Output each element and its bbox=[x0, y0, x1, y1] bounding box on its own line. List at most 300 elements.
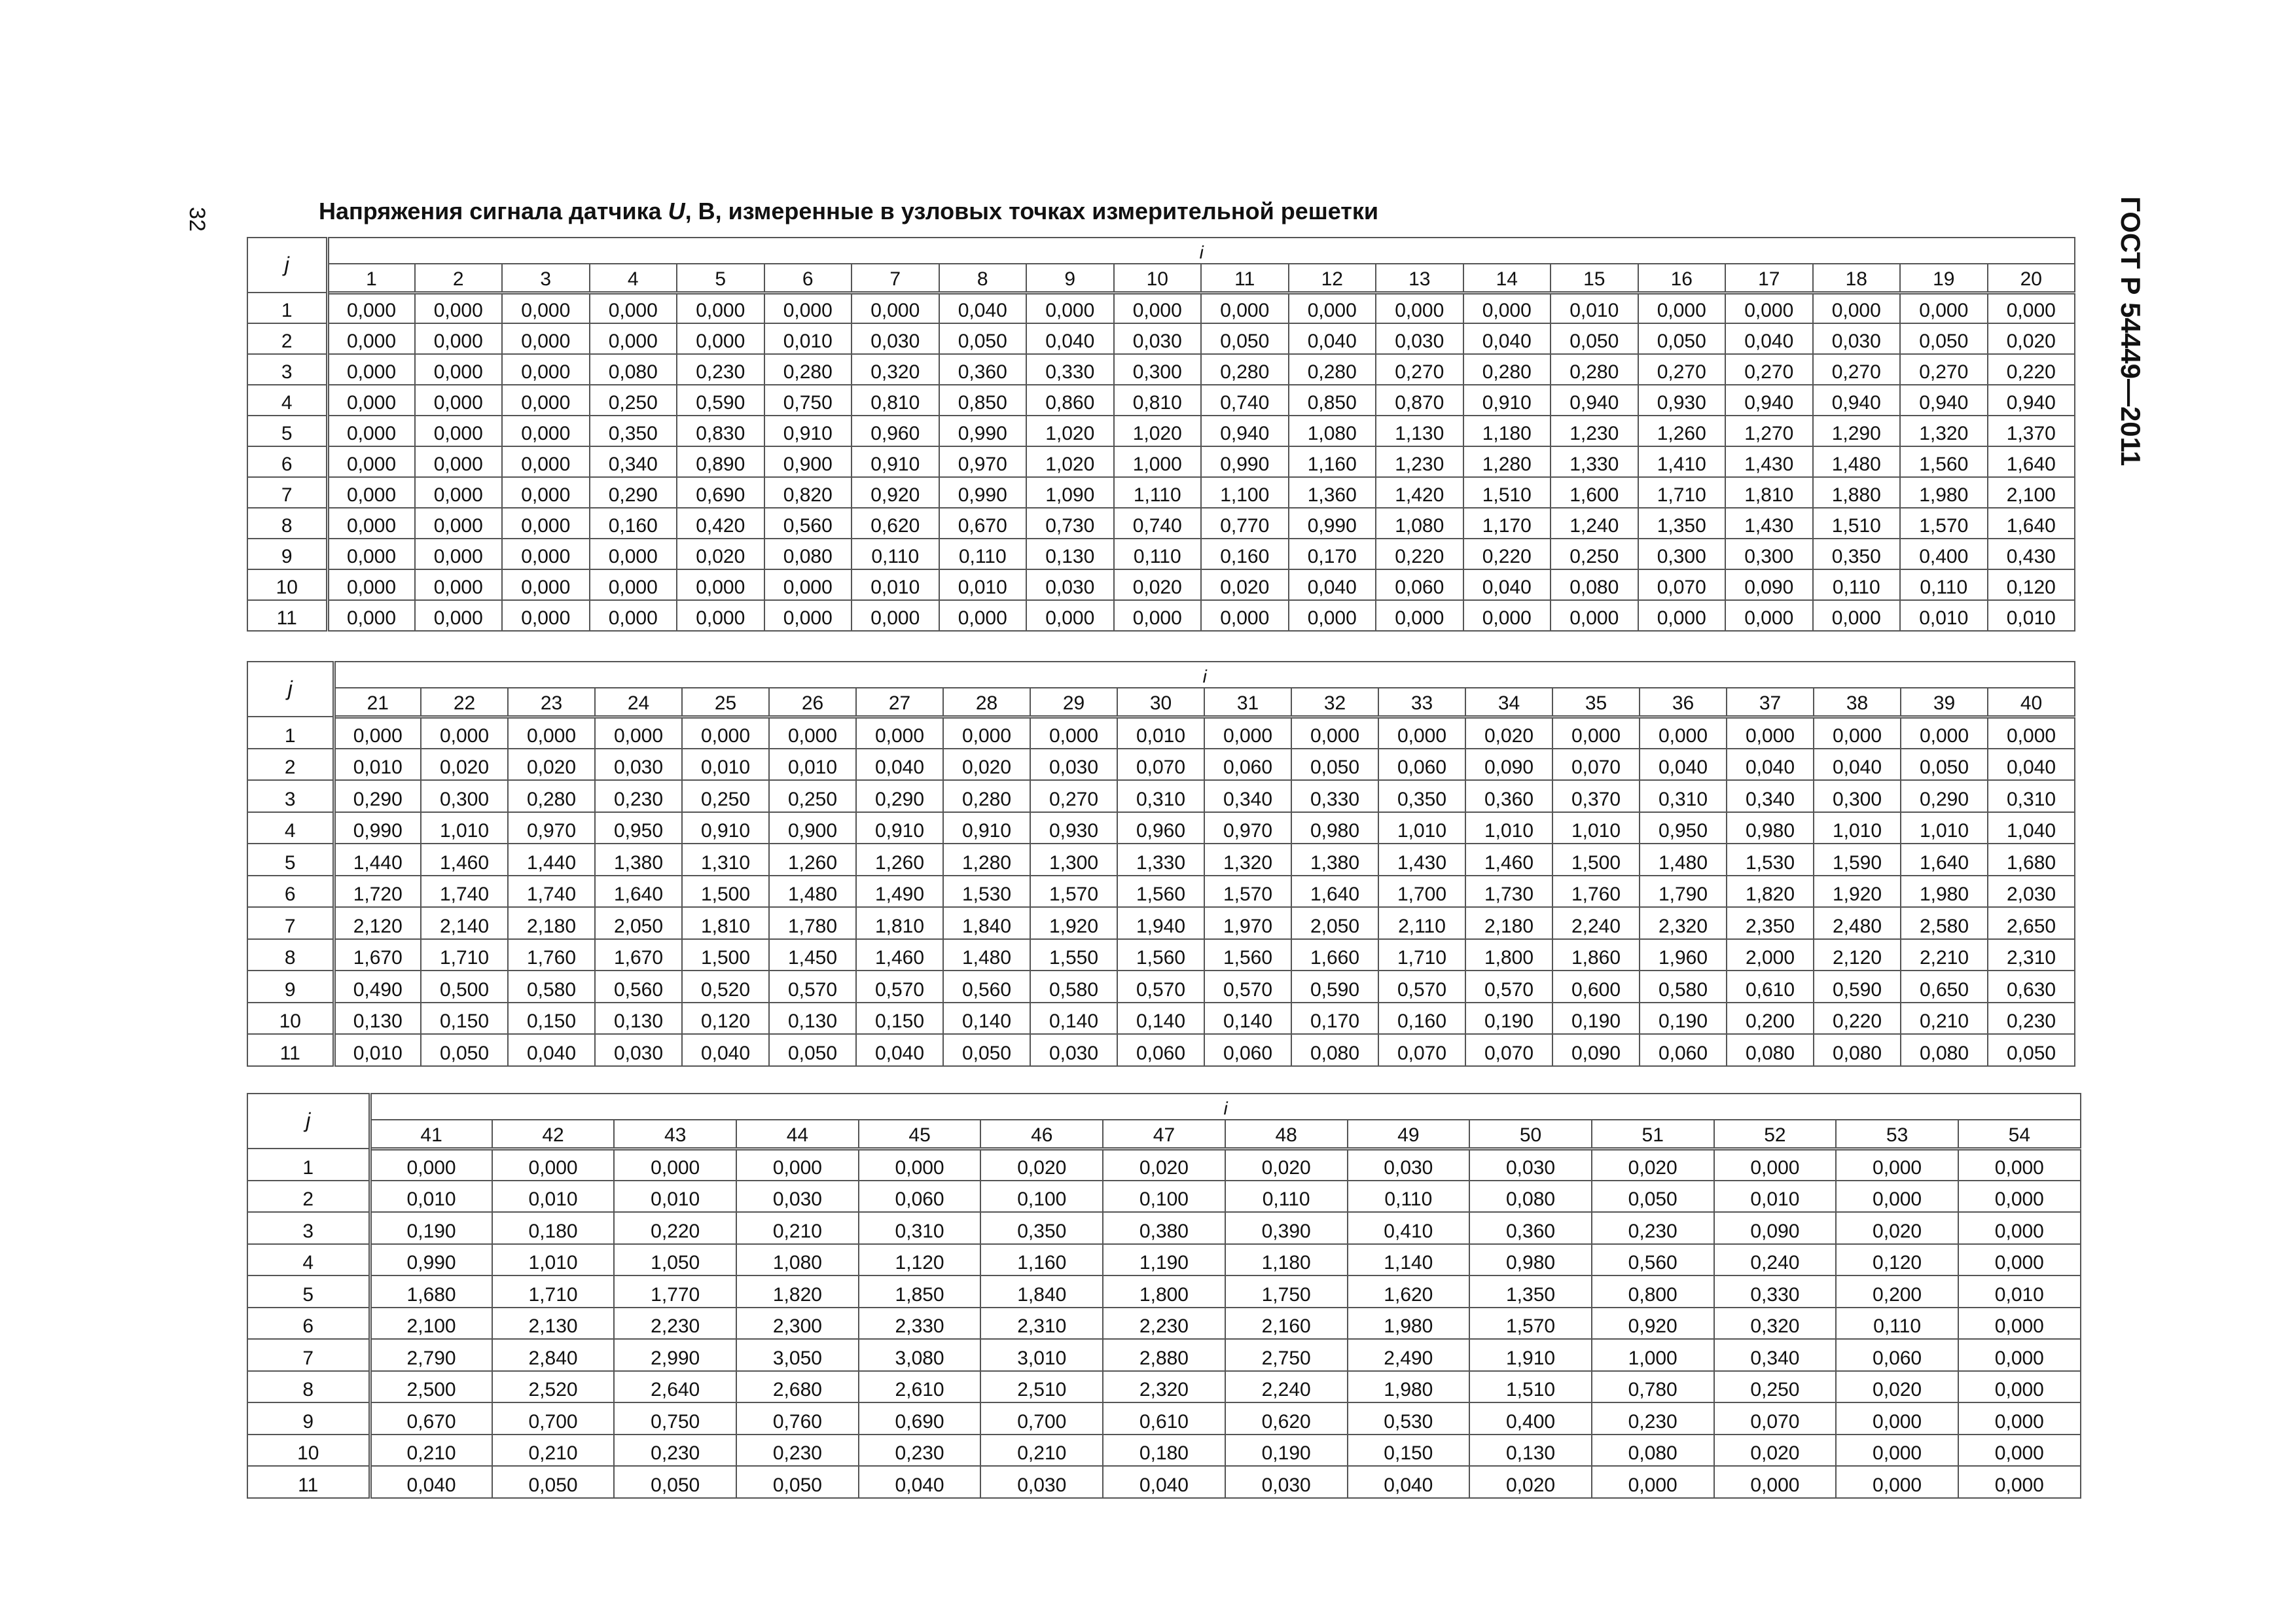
voltage-value: 0,230 bbox=[736, 1435, 859, 1467]
table-row bbox=[247, 717, 2075, 749]
voltage-value: 0,190 bbox=[370, 1212, 492, 1244]
voltage-value: 0,000 bbox=[1813, 600, 1901, 631]
voltage-value: 0,730 bbox=[1026, 508, 1114, 539]
voltage-value: 0,000 bbox=[590, 569, 677, 600]
row-number: 7 bbox=[247, 907, 334, 939]
table-row bbox=[247, 876, 2075, 908]
table-row bbox=[247, 939, 2075, 971]
voltage-value: 0,010 bbox=[614, 1181, 736, 1213]
voltage-value: 1,320 bbox=[1204, 844, 1291, 876]
voltage-value: 1,500 bbox=[1552, 844, 1640, 876]
voltage-value: 1,600 bbox=[1551, 477, 1638, 508]
table-row bbox=[247, 569, 2075, 600]
voltage-value: 0,040 bbox=[939, 293, 1027, 323]
voltage-value: 0,000 bbox=[764, 569, 852, 600]
voltage-value: 0,170 bbox=[1291, 1003, 1378, 1035]
voltage-value: 0,990 bbox=[1289, 508, 1376, 539]
voltage-value: 0,000 bbox=[590, 323, 677, 354]
voltage-value: 0,940 bbox=[1900, 385, 1988, 416]
voltage-value: 1,330 bbox=[1117, 844, 1204, 876]
voltage-value: 0,000 bbox=[677, 600, 764, 631]
voltage-value: 0,360 bbox=[939, 354, 1027, 385]
voltage-value: 0,050 bbox=[769, 1034, 856, 1066]
voltage-value: 1,010 bbox=[1378, 812, 1465, 844]
voltage-value: 1,590 bbox=[1814, 844, 1901, 876]
column-number: 3 bbox=[502, 264, 590, 293]
voltage-value: 2,330 bbox=[859, 1308, 981, 1340]
voltage-value: 0,000 bbox=[1958, 1339, 2081, 1371]
voltage-value: 1,750 bbox=[1225, 1275, 1348, 1308]
voltage-value: 0,000 bbox=[1900, 293, 1988, 323]
voltage-value: 1,010 bbox=[1552, 812, 1640, 844]
voltage-value: 0,040 bbox=[1640, 749, 1727, 781]
voltage-value: 0,050 bbox=[939, 323, 1027, 354]
row-number: 6 bbox=[247, 446, 327, 477]
voltage-value: 0,220 bbox=[614, 1212, 736, 1244]
column-number: 26 bbox=[769, 688, 856, 717]
column-number: 15 bbox=[1551, 264, 1638, 293]
voltage-value: 0,110 bbox=[1114, 539, 1202, 569]
voltage-value: 0,020 bbox=[1465, 717, 1552, 749]
table-row bbox=[247, 1308, 2081, 1340]
row-number: 10 bbox=[247, 569, 327, 600]
voltage-value: 0,230 bbox=[677, 354, 764, 385]
voltage-value: 0,020 bbox=[677, 539, 764, 569]
voltage-value: 1,680 bbox=[370, 1275, 492, 1308]
voltage-value: 0,230 bbox=[1592, 1212, 1714, 1244]
voltage-value: 1,300 bbox=[1030, 844, 1117, 876]
voltage-value: 3,080 bbox=[859, 1339, 981, 1371]
voltage-value: 0,030 bbox=[1030, 1034, 1117, 1066]
voltage-value: 0,020 bbox=[980, 1149, 1103, 1181]
voltage-value: 2,110 bbox=[1378, 907, 1465, 939]
voltage-value: 0,010 bbox=[1714, 1181, 1837, 1213]
voltage-value: 0,970 bbox=[1204, 812, 1291, 844]
voltage-value: 3,010 bbox=[980, 1339, 1103, 1371]
column-number: 42 bbox=[492, 1120, 615, 1149]
voltage-value: 0,230 bbox=[859, 1435, 981, 1467]
voltage-value: 0,000 bbox=[502, 323, 590, 354]
column-number: 35 bbox=[1552, 688, 1640, 717]
voltage-value: 0,270 bbox=[1030, 780, 1117, 812]
voltage-value: 0,000 bbox=[327, 385, 415, 416]
voltage-value: 1,440 bbox=[508, 844, 595, 876]
column-number: 51 bbox=[1592, 1120, 1714, 1149]
voltage-value: 1,120 bbox=[859, 1244, 981, 1276]
voltage-value: 0,000 bbox=[327, 293, 415, 323]
voltage-value: 0,040 bbox=[1289, 323, 1376, 354]
voltage-value: 0,290 bbox=[334, 780, 421, 812]
table-row bbox=[247, 477, 2075, 508]
voltage-value: 2,310 bbox=[1988, 939, 2075, 971]
voltage-value: 0,000 bbox=[856, 717, 943, 749]
voltage-value: 0,010 bbox=[1551, 293, 1638, 323]
row-number: 9 bbox=[247, 971, 334, 1003]
voltage-value: 1,980 bbox=[1901, 876, 1988, 908]
voltage-value: 0,010 bbox=[682, 749, 769, 781]
voltage-value: 0,010 bbox=[492, 1181, 615, 1213]
row-number: 5 bbox=[247, 416, 327, 446]
column-number: 28 bbox=[943, 688, 1030, 717]
voltage-value: 0,230 bbox=[1988, 1003, 2075, 1035]
voltage-value: 0,350 bbox=[980, 1212, 1103, 1244]
voltage-value: 1,170 bbox=[1463, 508, 1551, 539]
voltage-value: 0,000 bbox=[677, 323, 764, 354]
voltage-value: 1,260 bbox=[1638, 416, 1726, 446]
voltage-value: 0,370 bbox=[1552, 780, 1640, 812]
voltage-value: 0,110 bbox=[1225, 1181, 1348, 1213]
voltage-value: 0,290 bbox=[1901, 780, 1988, 812]
voltage-value: 0,030 bbox=[980, 1466, 1103, 1498]
voltage-value: 0,500 bbox=[421, 971, 508, 1003]
voltage-value: 0,000 bbox=[1030, 717, 1117, 749]
voltage-value: 2,230 bbox=[614, 1308, 736, 1340]
voltage-value: 0,000 bbox=[421, 717, 508, 749]
voltage-value: 0,810 bbox=[1114, 385, 1202, 416]
voltage-value: 1,280 bbox=[1463, 446, 1551, 477]
voltage-value: 0,000 bbox=[502, 293, 590, 323]
voltage-value: 1,380 bbox=[1291, 844, 1378, 876]
voltage-value: 0,200 bbox=[1727, 1003, 1814, 1035]
voltage-value: 0,030 bbox=[595, 1034, 682, 1066]
voltage-value: 0,400 bbox=[1900, 539, 1988, 569]
voltage-value: 1,320 bbox=[1900, 416, 1988, 446]
voltage-value: 0,000 bbox=[1958, 1466, 2081, 1498]
voltage-value: 0,160 bbox=[1201, 539, 1289, 569]
voltage-value: 0,020 bbox=[1201, 569, 1289, 600]
voltage-value: 0,000 bbox=[1958, 1244, 2081, 1276]
voltage-value: 0,000 bbox=[502, 569, 590, 600]
voltage-value: 1,760 bbox=[1552, 876, 1640, 908]
voltage-value: 1,270 bbox=[1725, 416, 1813, 446]
voltage-value: 0,120 bbox=[1836, 1244, 1958, 1276]
voltage-value: 0,010 bbox=[1117, 717, 1204, 749]
voltage-value: 0,000 bbox=[415, 416, 503, 446]
voltage-value: 0,000 bbox=[677, 293, 764, 323]
voltage-value: 0,280 bbox=[943, 780, 1030, 812]
voltage-value: 0,110 bbox=[852, 539, 939, 569]
table-row bbox=[247, 1435, 2081, 1467]
voltage-value: 0,000 bbox=[1836, 1181, 1958, 1213]
voltage-value: 2,210 bbox=[1901, 939, 1988, 971]
column-number: 9 bbox=[1026, 264, 1114, 293]
voltage-value: 0,000 bbox=[1114, 293, 1202, 323]
voltage-value: 0,000 bbox=[327, 446, 415, 477]
voltage-value: 1,050 bbox=[614, 1244, 736, 1276]
voltage-value: 1,080 bbox=[1289, 416, 1376, 446]
column-number: 29 bbox=[1030, 688, 1117, 717]
voltage-value: 0,000 bbox=[1291, 717, 1378, 749]
voltage-value: 0,060 bbox=[1204, 749, 1291, 781]
table-row bbox=[247, 844, 2075, 876]
voltage-value: 0,030 bbox=[595, 749, 682, 781]
voltage-value: 0,620 bbox=[1225, 1402, 1348, 1435]
voltage-value: 0,000 bbox=[595, 717, 682, 749]
title-part-1: Напряжения сигнала датчика bbox=[319, 198, 668, 224]
voltage-value: 0,170 bbox=[1289, 539, 1376, 569]
voltage-value: 0,750 bbox=[614, 1402, 736, 1435]
column-axis-label: i bbox=[327, 238, 2075, 264]
voltage-value: 0,050 bbox=[736, 1466, 859, 1498]
voltage-value: 1,810 bbox=[856, 907, 943, 939]
voltage-value: 1,720 bbox=[334, 876, 421, 908]
table-row bbox=[247, 323, 2075, 354]
voltage-value: 0,590 bbox=[677, 385, 764, 416]
voltage-value: 0,000 bbox=[1958, 1212, 2081, 1244]
voltage-value: 0,650 bbox=[1901, 971, 1988, 1003]
voltage-value: 0,000 bbox=[502, 354, 590, 385]
voltage-value: 1,570 bbox=[1469, 1308, 1592, 1340]
column-number: 39 bbox=[1901, 688, 1988, 717]
voltage-value: 0,000 bbox=[764, 293, 852, 323]
voltage-value: 1,230 bbox=[1551, 416, 1638, 446]
voltage-value: 1,680 bbox=[1988, 844, 2075, 876]
voltage-value: 2,120 bbox=[334, 907, 421, 939]
voltage-value: 1,530 bbox=[943, 876, 1030, 908]
voltage-value: 0,210 bbox=[736, 1212, 859, 1244]
voltage-value: 0,130 bbox=[595, 1003, 682, 1035]
voltage-value: 0,000 bbox=[1026, 293, 1114, 323]
voltage-value: 0,080 bbox=[1291, 1034, 1378, 1066]
voltage-value: 0,580 bbox=[508, 971, 595, 1003]
voltage-value: 0,010 bbox=[764, 323, 852, 354]
voltage-value: 0,050 bbox=[1551, 323, 1638, 354]
table-row bbox=[247, 354, 2075, 385]
voltage-value: 0,860 bbox=[1026, 385, 1114, 416]
voltage-value: 1,550 bbox=[1030, 939, 1117, 971]
voltage-value: 1,530 bbox=[1727, 844, 1814, 876]
row-number: 3 bbox=[247, 1212, 370, 1244]
voltage-value: 0,700 bbox=[492, 1402, 615, 1435]
voltage-value: 0,010 bbox=[769, 749, 856, 781]
voltage-value: 0,010 bbox=[1958, 1275, 2081, 1308]
voltage-value: 0,040 bbox=[1348, 1466, 1470, 1498]
voltage-value: 1,370 bbox=[1988, 416, 2075, 446]
voltage-value: 0,000 bbox=[1638, 600, 1726, 631]
voltage-value: 0,040 bbox=[856, 1034, 943, 1066]
voltage-value: 0,080 bbox=[1901, 1034, 1988, 1066]
voltage-value: 0,060 bbox=[1376, 569, 1463, 600]
voltage-value: 0,060 bbox=[1204, 1034, 1291, 1066]
voltage-value: 0,040 bbox=[856, 749, 943, 781]
header-row-top bbox=[247, 662, 2075, 688]
voltage-value: 1,620 bbox=[1348, 1275, 1470, 1308]
voltage-value: 1,490 bbox=[856, 876, 943, 908]
voltage-value: 0,190 bbox=[1225, 1435, 1348, 1467]
column-number: 38 bbox=[1814, 688, 1901, 717]
voltage-value: 2,100 bbox=[1988, 477, 2075, 508]
voltage-value: 1,640 bbox=[1291, 876, 1378, 908]
voltage-value: 0,080 bbox=[1814, 1034, 1901, 1066]
voltage-value: 0,340 bbox=[1727, 780, 1814, 812]
voltage-value: 3,050 bbox=[736, 1339, 859, 1371]
voltage-value: 0,000 bbox=[1901, 717, 1988, 749]
voltage-value: 0,560 bbox=[943, 971, 1030, 1003]
voltage-value: 0,000 bbox=[415, 385, 503, 416]
voltage-value: 0,020 bbox=[943, 749, 1030, 781]
voltage-value: 0,850 bbox=[939, 385, 1027, 416]
voltage-value: 0,390 bbox=[1225, 1212, 1348, 1244]
voltage-value: 2,050 bbox=[1291, 907, 1378, 939]
voltage-value: 0,070 bbox=[1552, 749, 1640, 781]
voltage-value: 0,000 bbox=[1378, 717, 1465, 749]
voltage-value: 2,580 bbox=[1901, 907, 1988, 939]
voltage-value: 1,010 bbox=[1901, 812, 1988, 844]
voltage-value: 1,560 bbox=[1900, 446, 1988, 477]
data-table-3 bbox=[247, 1093, 2081, 1499]
voltage-value: 0,120 bbox=[1988, 569, 2075, 600]
voltage-value: 0,100 bbox=[1103, 1181, 1225, 1213]
table-row bbox=[247, 1371, 2081, 1403]
voltage-value: 0,670 bbox=[370, 1402, 492, 1435]
voltage-value: 0,890 bbox=[677, 446, 764, 477]
voltage-value: 0,000 bbox=[1814, 717, 1901, 749]
table-row bbox=[247, 416, 2075, 446]
voltage-value: 2,180 bbox=[1465, 907, 1552, 939]
voltage-value: 0,040 bbox=[508, 1034, 595, 1066]
voltage-value: 0,520 bbox=[682, 971, 769, 1003]
column-number: 25 bbox=[682, 688, 769, 717]
voltage-value: 1,810 bbox=[1725, 477, 1813, 508]
voltage-value: 0,160 bbox=[1378, 1003, 1465, 1035]
voltage-value: 0,270 bbox=[1376, 354, 1463, 385]
voltage-value: 0,000 bbox=[1463, 600, 1551, 631]
voltage-value: 0,000 bbox=[1836, 1435, 1958, 1467]
voltage-value: 0,970 bbox=[508, 812, 595, 844]
voltage-value: 0,000 bbox=[1714, 1466, 1837, 1498]
voltage-value: 0,330 bbox=[1291, 780, 1378, 812]
voltage-value: 0,210 bbox=[980, 1435, 1103, 1467]
column-number: 6 bbox=[764, 264, 852, 293]
voltage-value: 0,070 bbox=[1117, 749, 1204, 781]
row-number: 6 bbox=[247, 1308, 370, 1340]
voltage-value: 1,000 bbox=[1114, 446, 1202, 477]
voltage-value: 0,300 bbox=[421, 780, 508, 812]
voltage-value: 0,280 bbox=[1201, 354, 1289, 385]
voltage-value: 0,760 bbox=[736, 1402, 859, 1435]
column-number: 52 bbox=[1714, 1120, 1837, 1149]
voltage-value: 0,130 bbox=[334, 1003, 421, 1035]
voltage-value: 0,070 bbox=[1714, 1402, 1837, 1435]
voltage-value: 1,460 bbox=[856, 939, 943, 971]
voltage-value: 0,300 bbox=[1638, 539, 1726, 569]
voltage-value: 0,000 bbox=[415, 293, 503, 323]
voltage-value: 1,840 bbox=[943, 907, 1030, 939]
voltage-value: 0,000 bbox=[1376, 600, 1463, 631]
voltage-value: 0,610 bbox=[1727, 971, 1814, 1003]
voltage-value: 1,010 bbox=[1465, 812, 1552, 844]
voltage-value: 0,030 bbox=[1813, 323, 1901, 354]
voltage-value: 0,250 bbox=[682, 780, 769, 812]
table-row bbox=[247, 1212, 2081, 1244]
voltage-value: 0,430 bbox=[1988, 539, 2075, 569]
voltage-value: 0,080 bbox=[764, 539, 852, 569]
voltage-value: 0,000 bbox=[590, 293, 677, 323]
table-row bbox=[247, 1244, 2081, 1276]
voltage-value: 0,150 bbox=[1348, 1435, 1470, 1467]
column-number: 46 bbox=[980, 1120, 1103, 1149]
row-axis-label: j bbox=[247, 662, 334, 717]
voltage-value: 0,050 bbox=[1201, 323, 1289, 354]
voltage-value: 0,270 bbox=[1725, 354, 1813, 385]
voltage-value: 1,670 bbox=[595, 939, 682, 971]
voltage-value: 1,760 bbox=[508, 939, 595, 971]
column-number: 27 bbox=[856, 688, 943, 717]
voltage-value: 0,040 bbox=[1026, 323, 1114, 354]
voltage-value: 0,060 bbox=[1836, 1339, 1958, 1371]
voltage-value: 1,480 bbox=[1640, 844, 1727, 876]
voltage-value: 0,000 bbox=[327, 600, 415, 631]
voltage-value: 0,130 bbox=[769, 1003, 856, 1035]
voltage-value: 0,000 bbox=[1836, 1466, 1958, 1498]
voltage-value: 2,650 bbox=[1988, 907, 2075, 939]
voltage-value: 0,090 bbox=[1552, 1034, 1640, 1066]
column-number: 50 bbox=[1469, 1120, 1592, 1149]
table-row bbox=[247, 1339, 2081, 1371]
voltage-value: 1,710 bbox=[421, 939, 508, 971]
voltage-value: 0,000 bbox=[1201, 600, 1289, 631]
voltage-value: 2,840 bbox=[492, 1339, 615, 1371]
voltage-value: 0,110 bbox=[1900, 569, 1988, 600]
data-table-2 bbox=[247, 661, 2075, 1067]
voltage-value: 0,000 bbox=[415, 600, 503, 631]
voltage-value: 0,240 bbox=[1714, 1244, 1837, 1276]
voltage-value: 0,050 bbox=[1988, 1034, 2075, 1066]
voltage-value: 1,920 bbox=[1030, 907, 1117, 939]
voltage-value: 0,360 bbox=[1469, 1212, 1592, 1244]
voltage-value: 1,970 bbox=[1204, 907, 1291, 939]
voltage-value: 2,320 bbox=[1103, 1371, 1225, 1403]
voltage-value: 0,870 bbox=[1376, 385, 1463, 416]
voltage-value: 0,200 bbox=[1836, 1275, 1958, 1308]
voltage-value: 1,510 bbox=[1463, 477, 1551, 508]
voltage-value: 0,590 bbox=[1291, 971, 1378, 1003]
voltage-value: 1,910 bbox=[1469, 1339, 1592, 1371]
voltage-value: 0,070 bbox=[1378, 1034, 1465, 1066]
voltage-value: 2,680 bbox=[736, 1371, 859, 1403]
voltage-value: 0,930 bbox=[1638, 385, 1726, 416]
voltage-value: 0,010 bbox=[939, 569, 1027, 600]
table-row bbox=[247, 293, 2075, 323]
voltage-value: 0,000 bbox=[415, 539, 503, 569]
voltage-value: 0,000 bbox=[1958, 1149, 2081, 1181]
row-number: 10 bbox=[247, 1435, 370, 1467]
voltage-value: 1,960 bbox=[1640, 939, 1727, 971]
voltage-value: 0,010 bbox=[370, 1181, 492, 1213]
voltage-value: 0,310 bbox=[1988, 780, 2075, 812]
voltage-value: 0,350 bbox=[1813, 539, 1901, 569]
voltage-value: 0,280 bbox=[1551, 354, 1638, 385]
voltage-value: 0,570 bbox=[1204, 971, 1291, 1003]
row-number: 10 bbox=[247, 1003, 334, 1035]
voltage-value: 1,020 bbox=[1026, 446, 1114, 477]
column-number: 19 bbox=[1900, 264, 1988, 293]
table-row bbox=[247, 446, 2075, 477]
voltage-value: 1,850 bbox=[859, 1275, 981, 1308]
voltage-value: 0,020 bbox=[1114, 569, 1202, 600]
voltage-value: 2,160 bbox=[1225, 1308, 1348, 1340]
voltage-value: 0,570 bbox=[1117, 971, 1204, 1003]
voltage-value: 0,030 bbox=[1114, 323, 1202, 354]
voltage-value: 0,810 bbox=[852, 385, 939, 416]
voltage-value: 0,210 bbox=[370, 1435, 492, 1467]
voltage-value: 1,640 bbox=[1901, 844, 1988, 876]
voltage-value: 0,140 bbox=[943, 1003, 1030, 1035]
column-number: 48 bbox=[1225, 1120, 1348, 1149]
voltage-value: 1,240 bbox=[1551, 508, 1638, 539]
voltage-value: 0,600 bbox=[1552, 971, 1640, 1003]
voltage-value: 0,300 bbox=[1725, 539, 1813, 569]
